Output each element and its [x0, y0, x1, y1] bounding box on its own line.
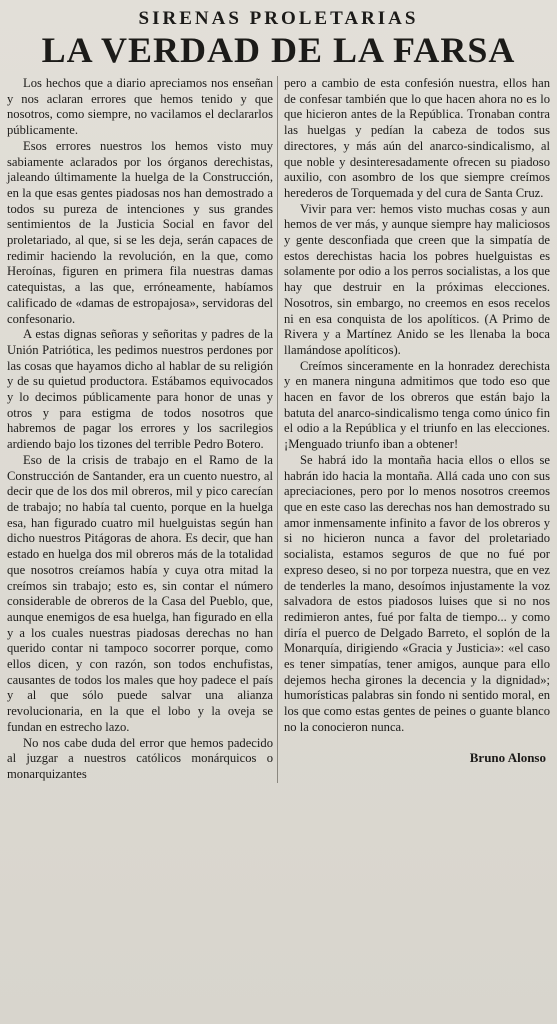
article-columns [7, 76, 550, 783]
paragraph: No nos cabe duda del error que hemos padecido al juzgar a nuestros católicos monárquicos o monarquizantes [7, 735, 273, 781]
paragraph: Vivir para ver: hemos visto muchas cosas y aun hemos de ver más, y aunque siempre hay maliciosos y gente desconfiada que creen que la simpatía de estos derechistas hacia los pobres huelguistas es solamente por odio a los perros socialistas, a los que hay que destruir en la próximas elecciones. Nosotros, sin embargo, no creemos en esos recelos ni en esa conquista de los apolíticos. (A Primo de Rivera y a Martínez Anido se les llenaba la boca llamándose apolíticos). [284, 201, 550, 357]
paragraph: Esos errores nuestros los hemos visto muy sabiamente aclarados por los órganos derechistas, jaleando últimamente la huelga de la Construcción, en la que esas gentes piadosas nos han demostrado a todos su pureza de intenciones y sus grandes sentimientos de la Justicia Social en favor del proletariado, al que, si se les deja, serán capaces de redimir haciendo la revolución, en la que, como Heroínas, figuren en primera fila nuestras damas catequistas, a las que, erróneamente, habíamos calificado de «damas de estropajosa», servidoras del confesonario. [7, 138, 273, 326]
left-column [7, 76, 277, 783]
paragraph: Eso de la crisis de trabajo en el Ramo de la Construcción de Santander, era un cuento nuestro, al decir que de los dos mil obreros, mil y pico carecían de trabajo; no había tal cuento, porque en la huelga esa, han figurado cuatro mil huelguistas según han dicho nuestros Pitágoras de ahora. Es decir, que han estado en huelga dos mil obreros más de la totalidad que nosotros creíamos había y cuya otra mitad la creímos sin trabajo; esto es, sin contar el número considerable de obreros de la Casa del Pueblo, que, aunque enemigos de esa huelga, han figurado en ella y a los cuales nuestras piadosas derechas no han querido contar ni tampoco socorrer porque, como ellos dicen, y con razón, son todos enchufistas, causantes de todos los males que hoy padece el país y al que sólo puede salvar una alianza revolucionaria, en la que el lobo y la oveja se fundan en estrecho lazo. [7, 452, 273, 734]
paragraph: Se habrá ido la montaña hacia ellos o ellos se habrán ido hacia la montaña. Allá cada uno con sus apreciaciones, pero por lo menos nosotros creemos que en este caso las derechas nos han demostrado su amor inmensamente infinito a favor de los obreros y si no hicieron nunca a favor del proletariado socialista, estamos seguros de que no fué por expreso deseo, si no por torpeza nuestra, que en vez de tenderles la mano, desoímos injustamente la voz salvadora de estos piadosos luises que si no nos redimieron antes, fué por falta de tiempo... y como diría el puerco de Delgado Barreto, el soplón de la Monarquía, dirigiendo «Gracia y Justicia»: «el caso es tener simpatías, tener amigos, aunque para ello dejemos hecha girones la decencia y la dignidad»; humorísticas palabras sin fondo ni sentido moral, en los que como estas gentes de peines o guante blanco no la conocieron nunca. [284, 452, 550, 734]
article-headline: LA VERDAD DE LA FARSA [41, 30, 516, 70]
author-signature: Bruno Alonso [469, 749, 546, 765]
paragraph: Los hechos que a diario apreciamos nos enseñan y nos aclaran errores que hemos tenido y que nosotros, como siempre, no vacilamos el declararlos públicamente. [7, 76, 273, 138]
paragraph-continuation: pero a cambio de esta confesión nuestra, ellos han de confesar también que lo que hacen ahora no es lo que hicieron antes de la República. Tronaban contra las huelgas y pedían la cabeza de todos sus directores, y más aún del anarco-sindicalismo, al que noble y desinteresadamente ofrecen su piadoso auxilio, con asombro de los que siempre creímos herederos de Torquemada y del cura de Santa Cruz. [284, 76, 550, 200]
paragraph: A estas dignas señoras y señoritas y padres de la Unión Patriótica, les pedimos nuestros perdones por las cosas que hayamos dicho al hablar de su religión y de su quietud productora. Estábamos equivocados y lo decimos públicamente para honor de unas y otros y para estigma de todos nosotros que habremos de pagar los errores y los sacrilegios ardiendo bajo los tizones del terrible Pedro Botero. [7, 327, 273, 452]
section-kicker: SIRENAS PROLETARIAS [138, 8, 419, 29]
paragraph: Creímos sinceramente en la honradez derechista y en manera ninguna admitimos que todo eso que hacen en favor de los obreros que están bajo la batuta del anarco-sindicalismo tenga como único fin el odio a la República y el triunfo en las elecciones. ¡Menguado triunfo iban a obtener! [284, 358, 550, 452]
right-column [277, 76, 550, 783]
